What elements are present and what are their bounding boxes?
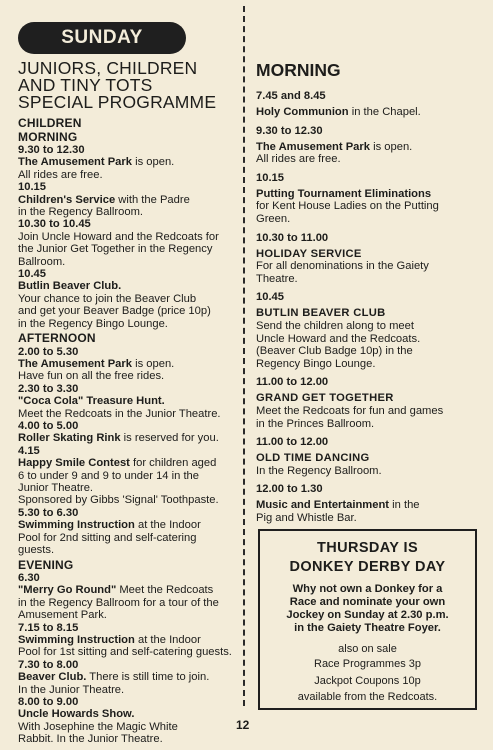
event-detail: All rides are free. [256, 153, 341, 166]
schedule-item [256, 90, 478, 119]
event-title-suffix: is open. [369, 140, 413, 153]
box-sale-line: Race Programmes 3p [314, 658, 421, 670]
box-sale-items [260, 656, 475, 706]
event-time: 12.00 to 1.30 [256, 483, 323, 496]
event-detail: Have fun on all the free rides. [18, 370, 165, 383]
event-title: Putting Tournament Eliminations [256, 187, 432, 200]
event-title-suffix: with the Padre [115, 193, 190, 206]
event-detail: and get your Beaver Badge (price 10p) [18, 305, 211, 318]
event-title-line [256, 452, 478, 465]
event-time: 9.30 to 12.30 [256, 124, 323, 137]
event-title-suffix: at the Indoor [134, 519, 201, 532]
schedule-item [18, 346, 236, 383]
event-time: 10.15 [256, 171, 284, 184]
event-title-line [256, 106, 478, 119]
event-title-suffix: is open. [131, 156, 175, 169]
event-detail: Pig and Whistle Bar. [256, 511, 357, 524]
event-detail: Junior Theatre. [18, 482, 94, 495]
event-title-suffix: There is still time to join. [86, 671, 210, 684]
event-time: 2.30 to 3.30 [18, 382, 79, 395]
box-heading-line: DONKEY DERBY DAY [289, 559, 446, 575]
event-detail: the Junior Get Together in the Regency [18, 243, 213, 256]
event-title: The Amusement Park [256, 140, 370, 153]
donkey-derby-box [258, 529, 477, 710]
event-title-suffix: in the Chapel. [348, 106, 421, 118]
event-title: The Amusement Park [18, 156, 132, 169]
event-title-line [18, 156, 236, 168]
box-bold-line: Jockey on Sunday at 2.30 p.m. [286, 609, 449, 621]
event-detail: In the Junior Theatre. [18, 683, 125, 696]
box-sale-line: available from the Redcoats. [297, 691, 438, 703]
right-programme [256, 90, 478, 530]
event-title: Happy Smile Contest [18, 457, 130, 470]
event-title-line [18, 671, 236, 683]
event-detail: Pool for 1st sitting and self-catering guests. [18, 646, 232, 659]
event-title-line [18, 395, 236, 407]
event-detail: for Kent House Ladies on the Putting [256, 200, 439, 213]
event-title: Holy Communion [256, 106, 349, 118]
schedule-item [18, 144, 236, 181]
event-title-suffix: in the [389, 499, 420, 512]
event-detail: Rabbit. In the Junior Theatre. [18, 733, 163, 746]
event-title-line [256, 141, 478, 154]
event-title: Children's Service [18, 193, 116, 206]
event-time: 10.45 [18, 268, 46, 281]
schedule-item [18, 572, 236, 622]
left-heading [18, 60, 233, 111]
event-title-line [256, 307, 478, 320]
event-title-line [18, 634, 236, 646]
event-title-suffix: is reserved for you. [120, 432, 219, 445]
event-detail: Green. [256, 212, 291, 225]
event-title: Roller Skating Rink [18, 432, 121, 445]
event-detail: Regency Bingo Lounge. [256, 357, 376, 370]
event-detail: Pool for 2nd sitting and self-catering [18, 531, 197, 544]
event-title: OLD TIME DANCING [256, 452, 370, 465]
schedule-item [18, 218, 236, 268]
event-title-line [256, 248, 478, 261]
event-title: Butlin Beaver Club. [18, 280, 122, 293]
event-title-line [256, 499, 478, 512]
event-time: 10.15 [18, 181, 46, 194]
schedule-item [18, 268, 236, 330]
schedule-item [256, 376, 478, 430]
box-also-on-sale: also on sale [338, 643, 397, 655]
schedule-item [18, 383, 236, 420]
event-title: Uncle Howards Show. [18, 708, 135, 721]
event-time: 9.30 to 12.30 [18, 144, 85, 156]
event-detail: in the Regency Ballroom for a tour of the [18, 596, 219, 609]
event-detail: Ballroom. [18, 255, 66, 268]
event-title: HOLIDAY SERVICE [256, 247, 362, 260]
event-title-line [18, 708, 236, 720]
event-detail: in the Regency Bingo Lounge. [18, 317, 168, 330]
event-title: Music and Entertainment [256, 499, 390, 512]
right-heading: MORNING [256, 60, 341, 80]
event-detail: Send the children along to meet [256, 319, 414, 332]
event-time: 7.45 and 8.45 [256, 90, 326, 102]
event-time: 8.00 to 9.00 [18, 696, 79, 709]
left-heading-line: SPECIAL PROGRAMME [18, 92, 217, 112]
event-detail: in the Regency Ballroom. [18, 206, 143, 219]
schedule-item [18, 420, 236, 445]
schedule-item [18, 507, 236, 557]
event-detail: For all denominations in the Gaiety [256, 260, 429, 273]
event-title: GRAND GET TOGETHER [256, 392, 394, 405]
schedule-item [18, 181, 236, 218]
event-time: 10.30 to 11.00 [256, 231, 329, 244]
event-time: 5.30 to 6.30 [18, 506, 79, 519]
event-time: 2.00 to 5.30 [18, 345, 79, 358]
evening-label: EVENING [18, 557, 74, 572]
event-detail: in the Princes Ballroom. [256, 417, 375, 430]
event-time: 11.00 to 12.00 [256, 376, 329, 389]
event-detail: Meet the Redcoats in the Junior Theatre. [18, 407, 221, 420]
event-detail: guests. [18, 544, 55, 557]
event-time: 10.30 to 10.45 [18, 218, 91, 231]
afternoon-list [18, 346, 236, 557]
left-heading-line: AND TINY TOTS [18, 75, 153, 95]
event-title-line [18, 519, 236, 531]
event-detail: Uncle Howard and the Redcoats. [256, 332, 421, 345]
event-time: 7.30 to 8.00 [18, 658, 79, 671]
event-detail: Sponsored by Gibbs 'Signal' Toothpaste. [18, 494, 219, 507]
day-badge: SUNDAY [18, 22, 186, 54]
event-title: BUTLIN BEAVER CLUB [256, 307, 386, 320]
event-time: 10.45 [256, 291, 284, 304]
morning-label: MORNING [18, 129, 78, 144]
event-title-line [256, 188, 478, 201]
morning-list [18, 144, 236, 330]
event-title-line [18, 432, 236, 444]
event-title: "Merry Go Round" [18, 584, 117, 597]
event-title-suffix: at the Indoor [134, 634, 201, 647]
schedule-item [18, 445, 236, 507]
schedule-item [256, 172, 478, 226]
box-bold-line: Race and nominate your own [289, 596, 446, 608]
afternoon-label: AFTERNOON [18, 331, 96, 346]
event-detail: (Beaver Club Badge 10p) in the [256, 345, 413, 358]
event-time: 4.00 to 5.00 [18, 420, 79, 433]
event-detail: With Josephine the Magic White [18, 720, 178, 733]
children-label: CHILDREN [18, 116, 82, 130]
event-title: The Amusement Park [18, 358, 132, 370]
event-title: Beaver Club. [18, 671, 87, 684]
event-title-line [256, 392, 478, 405]
box-bold-line: Why not own a Donkey for a [292, 583, 443, 595]
event-detail: 6 to under 9 and 9 to under 14 in the [18, 469, 200, 482]
event-title: "Coca Cola" Treasure Hunt. [18, 395, 165, 408]
event-detail: Your chance to join the Beaver Club [18, 292, 197, 305]
event-title-line [18, 358, 236, 370]
left-heading-line: JUNIORS, CHILDREN [18, 58, 198, 78]
schedule-item [256, 291, 478, 370]
event-title-line [18, 280, 236, 292]
schedule-item [256, 125, 478, 166]
event-time: 11.00 to 12.00 [256, 436, 329, 449]
event-time: 7.15 to 8.15 [18, 621, 79, 634]
event-detail: All rides are free. [18, 168, 103, 181]
box-heading [260, 539, 475, 577]
schedule-item [18, 659, 236, 696]
event-title-line [18, 457, 236, 469]
box-sale-line: Jackpot Coupons 10p [314, 674, 421, 687]
column-divider [243, 6, 245, 706]
schedule-item [18, 622, 236, 659]
page-number: 12 [236, 718, 250, 732]
event-title-suffix: for children aged [129, 457, 217, 470]
event-title-suffix: is open. [131, 358, 175, 370]
event-detail: In the Regency Ballroom. [256, 464, 382, 477]
box-bold-text [260, 583, 475, 635]
event-detail: Theatre. [256, 272, 298, 285]
schedule-item [18, 696, 236, 746]
event-detail: Amusement Park. [18, 609, 107, 622]
schedule-item [256, 483, 478, 524]
event-title: Swimming Instruction [18, 634, 135, 647]
event-title: Swimming Instruction [18, 519, 135, 532]
box-bold-line: in the Gaiety Theatre Foyer. [294, 622, 441, 634]
schedule-item [256, 232, 478, 286]
event-title-line [18, 194, 236, 206]
evening-list [18, 572, 236, 746]
box-heading-line: THURSDAY IS [316, 540, 419, 556]
event-detail: Meet the Redcoats for fun and games [256, 404, 444, 417]
event-time: 4.15 [18, 444, 40, 457]
event-time: 6.30 [18, 572, 40, 584]
children-programme [18, 117, 236, 746]
event-title-suffix: Meet the Redcoats [116, 584, 214, 597]
event-detail: Join Uncle Howard and the Redcoats for [18, 230, 219, 243]
schedule-item [256, 436, 478, 477]
event-title-line [18, 584, 236, 596]
